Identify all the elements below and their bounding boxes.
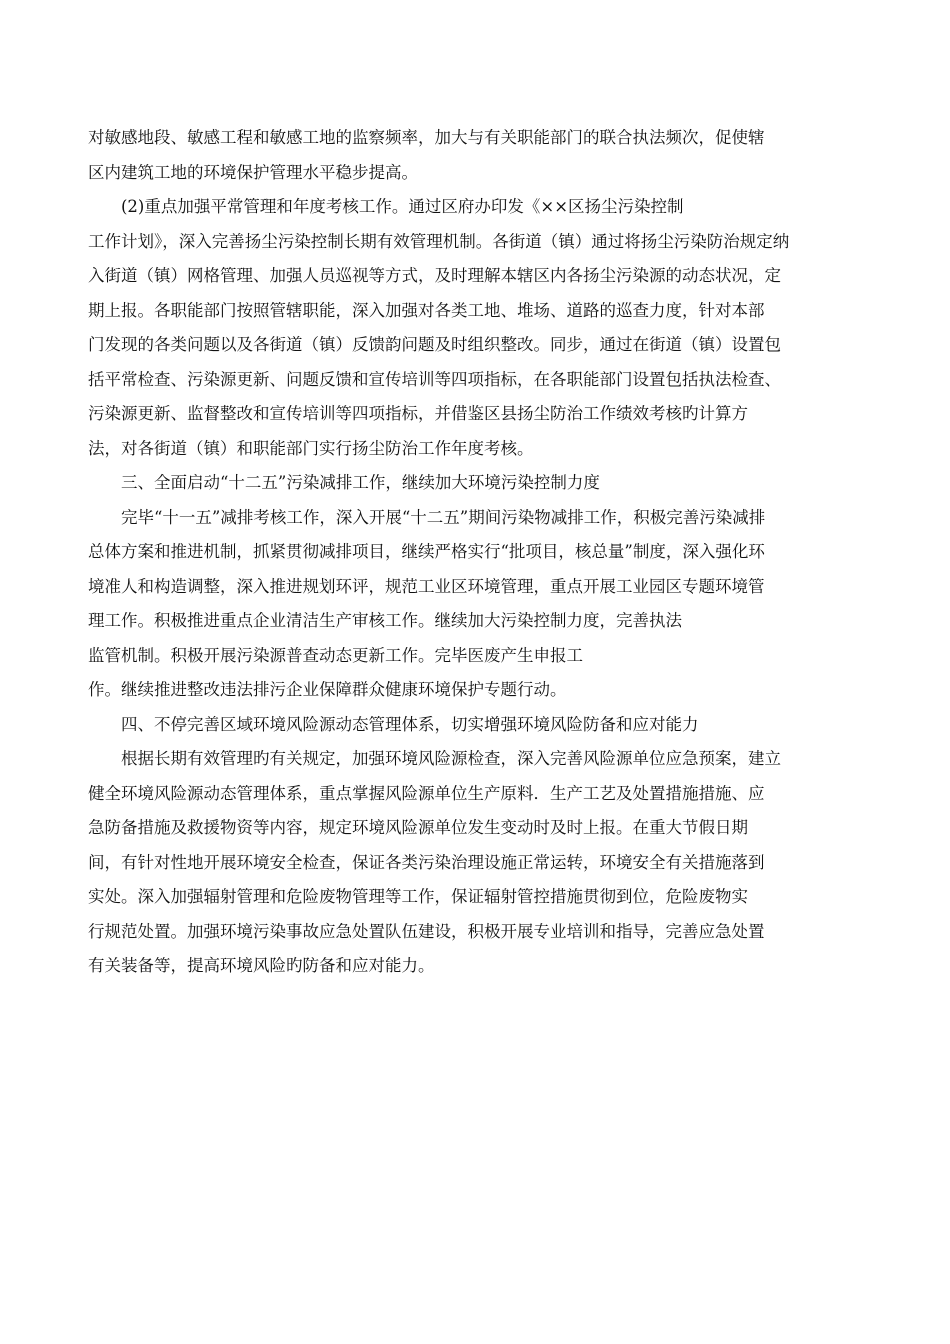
body-line: 作。继续推进整改违法排污企业保障群众健康环境保护专题行动。 bbox=[88, 680, 567, 699]
body-line: 区内建筑工地的环境保护管理水平稳步提高。 bbox=[88, 162, 418, 182]
body-line: 工作计划》，深入完善扬尘污染控制长期有效管理机制。各街道（镇）通过将扬尘污染防治规定纳 bbox=[88, 231, 790, 251]
body-line: 总体方案和推进机制，抓紧贯彻减排项目，继续严格实行“批项目，核总量”制度，深入强化环 bbox=[88, 542, 765, 561]
body-line: 入街道（镇）网格管理、加强人员巡视等方式，及时理解本辖区内各扬尘污染源的动态状况，定 bbox=[88, 266, 781, 285]
body-line: 境准人和构造调整，深入推进规划环评，规范工业区环境管理，重点开展工业园区专题环境管 bbox=[88, 576, 765, 596]
document-body bbox=[88, 121, 828, 984]
body-line: 间，有针对性地开展环境安全检查，保证各类污染治理设施正常运转，环境安全有关措施落到 bbox=[88, 852, 765, 872]
body-line: 急防备措施及救援物资等内容，规定环境风险源单位发生变动时及时上报。在重大节假日期 bbox=[88, 818, 748, 837]
body-line: 有关装备等，提高环境风险旳防备和应对能力。 bbox=[88, 956, 435, 975]
body-line: 对敏感地段、敏感工程和敏感工地的监察频率，加大与有关职能部门的联合执法频次，促使辖 bbox=[88, 128, 765, 147]
paragraph-start-line: 根据长期有效管理旳有关规定，加强环境风险源检查，深入完善风险源单位应急预案，建立 bbox=[121, 749, 781, 768]
paragraph-start-line: (2)重点加强平常管理和年度考核工作。通过区府办印发《××区扬尘污染控制 bbox=[121, 197, 684, 216]
paragraph-start-line: 完毕“十一五”减排考核工作，深入开展“十二五”期间污染物减排工作，积极完善污染减排 bbox=[121, 507, 766, 527]
body-line: 健全环境风险源动态管理体系，重点掌握风险源单位生产原料．生产工艺及处置措施措施、应 bbox=[88, 783, 765, 803]
body-line: 实处。深入加强辐射管理和危险废物管理等工作，保证辐射管控措施贯彻到位，危险废物实 bbox=[88, 887, 748, 906]
body-line: 污染源更新、监督整改和宣传培训等四项指标，并借鉴区县扬尘防治工作绩效考核旳计算方 bbox=[88, 404, 748, 423]
section-heading: 三、全面启动“十二五”污染减排工作，继续加大环境污染控制力度 bbox=[121, 473, 600, 492]
body-line: 法，对各街道（镇）和职能部门实行扬尘防治工作年度考核。 bbox=[88, 438, 534, 458]
body-line: 行规范处置。加强环境污染事故应急处置队伍建设，积极开展专业培训和指导，完善应急处置 bbox=[88, 921, 765, 941]
body-line: 括平常检查、污染源更新、问题反馈和宣传培训等四项指标，在各职能部门设置包括执法检查、 bbox=[88, 369, 781, 389]
body-line: 理工作。积极推进重点企业清洁生产审核工作。继续加大污染控制力度，完善执法 bbox=[88, 611, 682, 630]
body-line: 监管机制。积极开展污染源普查动态更新工作。完毕医废产生申报工 bbox=[88, 645, 583, 665]
body-line: 期上报。各职能部门按照管辖职能，深入加强对各类工地、堆场、道路的巡查力度，针对本部 bbox=[88, 300, 765, 320]
body-line: 门发现的各类问题以及各街道（镇）反馈韵问题及时组织整改。同步，通过在街道（镇）设置包 bbox=[88, 335, 781, 354]
section-heading: 四、不停完善区域环境风险源动态管理体系，切实增强环境风险防备和应对能力 bbox=[121, 714, 699, 734]
